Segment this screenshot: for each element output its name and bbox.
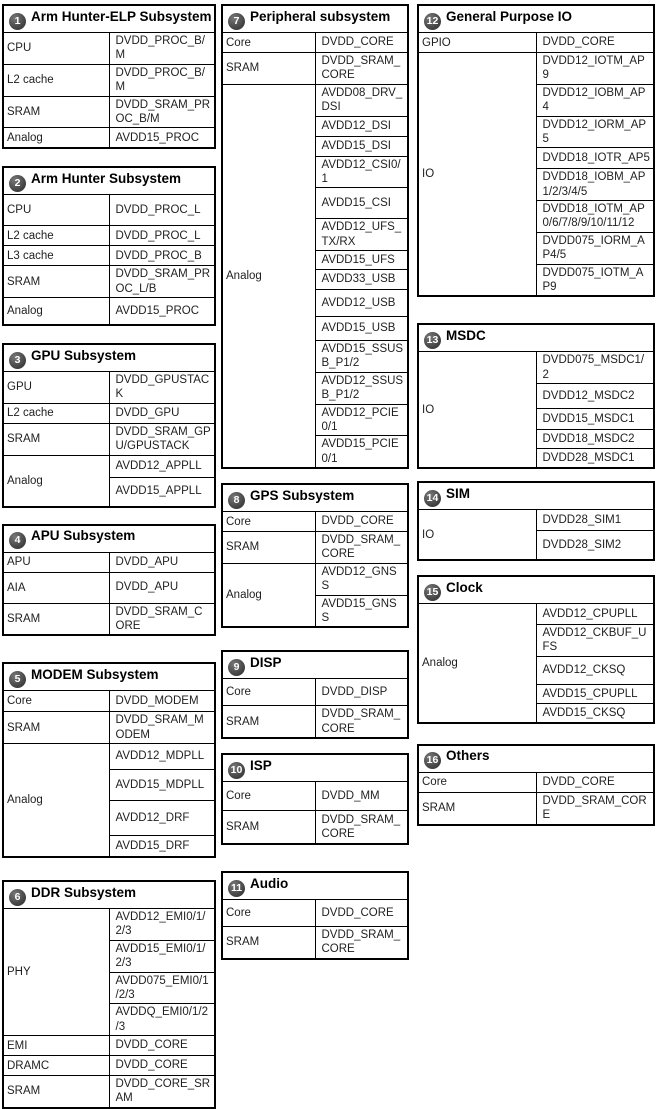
power-rail-cell: DVDD_SRAM_CORE <box>536 792 654 824</box>
power-rail-cell: AVDD15_CSI <box>315 188 408 219</box>
power-rail-cell: DVDD_PROC_B/M <box>109 64 215 96</box>
component-label-cell: Core <box>3 691 109 712</box>
power-rail-cell: DVDD_CORE <box>109 1056 215 1076</box>
power-rail-cell: DVDD_MM <box>315 782 408 811</box>
component-label-cell: SRAM <box>3 1076 109 1108</box>
section-header-row <box>222 754 408 782</box>
subsystem-table-11 <box>221 871 409 960</box>
power-rail-cell: AVDD12_SSUSB_P1/2 <box>315 372 408 404</box>
section-header-cell <box>222 5 408 33</box>
section-header-row <box>418 5 654 33</box>
component-label-cell: Core <box>222 900 315 927</box>
table-row <box>3 33 215 65</box>
table-row <box>3 744 215 770</box>
power-rail-cell: AVDD15_USB <box>315 317 408 341</box>
component-label-cell: SRAM <box>222 532 315 564</box>
table-row <box>222 84 408 116</box>
power-rail-cell: AVDD08_DRV_DSI <box>315 84 408 116</box>
section-title: General Purpose IO <box>446 8 573 24</box>
table-row <box>3 455 215 477</box>
table-row <box>3 96 215 128</box>
subsystem-table-5 <box>2 662 216 858</box>
power-rail-cell: AVDD12_CSI0/1 <box>315 156 408 188</box>
component-label-cell: SRAM <box>3 266 109 298</box>
power-rail-cell: DVDD_SRAM_GPU/GPUSTACK <box>109 423 215 455</box>
power-rail-cell: DVDD075_IOTM_AP9 <box>536 264 654 296</box>
table-row <box>222 512 408 532</box>
power-rail-cell: DVDD18_IOBM_AP1/2/3/4/5 <box>536 169 654 201</box>
subsystem-table-12 <box>417 4 655 297</box>
power-rail-cell: DVDD_SRAM_CORE <box>315 811 408 845</box>
table-row <box>3 572 215 603</box>
component-label-cell: Core <box>418 772 536 792</box>
section-header-row <box>3 663 215 691</box>
power-rail-cell: AVDD15_CKSQ <box>536 703 654 723</box>
section-header-row <box>222 872 408 900</box>
power-rail-cell: AVDD15_PCIE0/1 <box>315 436 408 468</box>
component-label-cell: Analog <box>3 128 109 149</box>
component-label-cell: Core <box>222 33 315 53</box>
power-rail-cell: DVDD_SRAM_CORE <box>315 927 408 959</box>
section-number-badge: 8 <box>228 492 245 509</box>
power-rail-cell: AVDD12_CKBUF_UFS <box>536 625 654 657</box>
component-label-cell: IO <box>418 53 536 297</box>
component-label-cell: Analog <box>418 604 536 723</box>
subsystem-table-9 <box>221 650 409 739</box>
table-row <box>418 53 654 85</box>
power-rail-cell: AVDD15_UFS <box>315 251 408 270</box>
subsystem-table-4 <box>2 524 216 637</box>
power-rail-cell: AVDD15_CPUPLL <box>536 684 654 703</box>
component-label-cell: Analog <box>222 563 315 627</box>
component-label-cell: Analog <box>222 84 315 468</box>
power-rail-cell: DVDD_GPU <box>109 403 215 423</box>
table-row <box>222 532 408 564</box>
component-label-cell: L2 cache <box>3 403 109 423</box>
power-rail-cell: DVDD12_MSDC2 <box>536 384 654 409</box>
power-rail-cell: DVDD_APU <box>109 572 215 603</box>
section-header-row <box>3 525 215 553</box>
power-rail-cell: DVDD075_IORM_AP4/5 <box>536 232 654 264</box>
power-rail-cell: AVDD15_PROC <box>109 128 215 149</box>
subsystem-table-16 <box>417 744 655 826</box>
section-header-row <box>3 344 215 372</box>
component-label-cell: SRAM <box>222 53 315 85</box>
table-row <box>418 604 654 625</box>
subsystem-table-15 <box>417 575 655 724</box>
power-rail-cell: AVDD15_SSUSB_P1/2 <box>315 341 408 373</box>
power-rail-cell: DVDD18_IOTR_AP5 <box>536 148 654 169</box>
table-row <box>418 792 654 824</box>
section-title: DISP <box>250 654 282 670</box>
power-rail-cell: DVDD_CORE <box>315 900 408 927</box>
power-rail-cell: DVDD_PROC_L <box>109 226 215 246</box>
component-label-cell: SRAM <box>418 792 536 824</box>
table-row <box>222 33 408 53</box>
power-rail-cell: DVDD_CORE <box>536 33 654 53</box>
section-header-row <box>418 324 654 352</box>
section-header-cell <box>418 745 654 773</box>
section-header-row <box>418 745 654 773</box>
power-rail-cell: DVDD_CORE <box>536 772 654 792</box>
power-rail-cell: DVDD_CORE <box>315 512 408 532</box>
section-number-badge: 2 <box>9 175 26 192</box>
power-rail-cell: DVDD12_IOTM_AP9 <box>536 53 654 85</box>
power-rail-cell: AVDD33_USB <box>315 270 408 290</box>
section-title: ISP <box>250 757 272 773</box>
power-rail-cell: DVDD_CORE <box>315 33 408 53</box>
section-header-cell <box>418 482 654 510</box>
power-rail-cell: DVDD_SRAM_CORE <box>315 53 408 85</box>
power-rail-cell: AVDD12_DRF <box>109 801 215 836</box>
section-title: Audio <box>250 875 289 891</box>
power-rail-cell: DVDD12_IOBM_AP4 <box>536 84 654 116</box>
table-row <box>3 298 215 326</box>
section-number-badge: 13 <box>424 332 441 349</box>
section-number-badge: 3 <box>9 352 26 369</box>
component-label-cell: CPU <box>3 33 109 65</box>
section-header-cell <box>222 651 408 679</box>
section-number-badge: 11 <box>228 880 245 897</box>
table-row <box>3 1036 215 1056</box>
power-rail-cell: AVDD15_DSI <box>315 136 408 156</box>
power-rail-cell: DVDD15_MSDC1 <box>536 409 654 430</box>
table-row <box>222 900 408 927</box>
component-label-cell: APU <box>3 552 109 572</box>
component-label-cell: AIA <box>3 572 109 603</box>
power-rail-cell: DVDD_SRAM_CORE <box>315 706 408 738</box>
power-rail-cell: DVDD_GPUSTACK <box>109 372 215 404</box>
component-label-cell: SRAM <box>3 96 109 128</box>
power-rail-cell: AVDD075_EMI0/1/2/3 <box>109 972 215 1004</box>
section-title: Clock <box>446 579 483 595</box>
power-rail-cell: AVDD15_PROC <box>109 298 215 326</box>
power-rail-cell: DVDD_SRAM_MODEM <box>109 712 215 744</box>
section-header-row <box>3 5 215 33</box>
subsystem-table-10 <box>221 753 409 845</box>
table-row <box>222 53 408 85</box>
table-row <box>3 128 215 149</box>
component-label-cell: L2 cache <box>3 64 109 96</box>
section-header-cell <box>3 167 215 195</box>
component-label-cell: SRAM <box>3 423 109 455</box>
component-label-cell: IO <box>418 352 536 468</box>
table-row <box>3 909 215 941</box>
power-rail-cell: DVDD28_MSDC1 <box>536 449 654 469</box>
section-title: Peripheral subsystem <box>250 8 391 24</box>
section-header-row <box>3 881 215 909</box>
power-rail-cell: AVDD15_APPLL <box>109 477 215 507</box>
power-rail-cell: AVDD15_MDPLL <box>109 770 215 801</box>
table-row <box>3 712 215 744</box>
subsystem-table-7 <box>221 4 409 469</box>
power-rail-cell: DVDD28_SIM1 <box>536 510 654 531</box>
power-rail-cell: DVDD_CORE_SRAM <box>109 1076 215 1108</box>
power-rail-cell: DVDD_SRAM_PROC_B/M <box>109 96 215 128</box>
section-header-row <box>222 484 408 512</box>
table-row <box>3 246 215 266</box>
power-rail-cell: AVDD15_GNSS <box>315 595 408 627</box>
column-left <box>2 4 216 1109</box>
section-title: GPU Subsystem <box>31 347 137 363</box>
component-label-cell: SRAM <box>3 603 109 635</box>
section-number-badge: 9 <box>228 659 245 676</box>
table-row <box>3 552 215 572</box>
table-row <box>3 195 215 226</box>
section-title: SIM <box>446 485 471 501</box>
section-number-badge: 14 <box>424 490 441 507</box>
table-row <box>418 510 654 531</box>
subsystem-table-1 <box>2 4 216 149</box>
component-label-cell: Analog <box>3 744 109 858</box>
component-label-cell: GPU <box>3 372 109 404</box>
subsystem-table-8 <box>221 483 409 628</box>
power-rail-cell: AVDD12_APPLL <box>109 455 215 477</box>
table-row <box>222 927 408 959</box>
component-label-cell: IO <box>418 510 536 561</box>
power-rail-cell: AVDDQ_EMI0/1/2/3 <box>109 1004 215 1036</box>
component-label-cell: EMI <box>3 1036 109 1056</box>
table-row <box>3 226 215 246</box>
component-label-cell: SRAM <box>222 927 315 959</box>
subsystem-table-13 <box>417 323 655 469</box>
section-number-badge: 12 <box>424 13 441 30</box>
section-header-row <box>418 576 654 604</box>
component-label-cell: SRAM <box>3 712 109 744</box>
section-header-cell <box>3 344 215 372</box>
power-rail-cell: AVDD12_EMI0/1/2/3 <box>109 909 215 941</box>
power-rail-cell: DVDD18_IOTM_AP0/6/7/8/9/10/11/12 <box>536 201 654 233</box>
table-row <box>3 372 215 404</box>
component-label-cell: PHY <box>3 909 109 1036</box>
component-label-cell: Core <box>222 782 315 811</box>
section-title: APU Subsystem <box>31 528 136 543</box>
power-rail-cell: AVDD12_DSI <box>315 116 408 136</box>
section-title: GPS Subsystem <box>250 487 355 503</box>
section-header-cell <box>418 576 654 604</box>
section-number-badge: 4 <box>9 532 26 549</box>
section-number-badge: 6 <box>9 889 26 906</box>
component-label-cell: L2 cache <box>3 226 109 246</box>
component-label-cell: GPIO <box>418 33 536 53</box>
component-label-cell: Analog <box>3 298 109 326</box>
section-header-cell <box>222 872 408 900</box>
column-right <box>417 4 655 826</box>
subsystem-table-6 <box>2 880 216 1109</box>
component-label-cell: Core <box>222 512 315 532</box>
section-header-row <box>3 167 215 195</box>
power-rail-cell: AVDD12_CPUPLL <box>536 604 654 625</box>
power-rail-cell: AVDD12_UFS_TX/RX <box>315 219 408 251</box>
table-row <box>222 563 408 595</box>
section-title: Others <box>446 748 490 764</box>
section-title: DDR Subsystem <box>31 884 137 900</box>
table-row <box>3 691 215 712</box>
section-header-cell <box>418 5 654 33</box>
power-rail-cell: AVDD12_MDPLL <box>109 744 215 770</box>
section-header-cell <box>3 5 215 33</box>
table-row <box>222 811 408 845</box>
section-number-badge: 7 <box>228 13 245 30</box>
column-middle <box>221 4 409 960</box>
table-row <box>3 266 215 298</box>
power-rail-cell: AVDD12_GNSS <box>315 563 408 595</box>
section-header-cell <box>3 881 215 909</box>
table-row <box>3 423 215 455</box>
power-rail-cell: DVDD_PROC_B/M <box>109 33 215 65</box>
power-rail-cell: DVDD_DISP <box>315 679 408 706</box>
section-number-badge: 1 <box>9 13 26 30</box>
power-rail-cell: DVDD_MODEM <box>109 691 215 712</box>
component-label-cell: SRAM <box>222 706 315 738</box>
section-number-badge: 10 <box>228 762 245 779</box>
section-header-cell <box>222 754 408 782</box>
table-row <box>418 772 654 792</box>
table-row <box>3 64 215 96</box>
power-rail-cell: AVDD12_USB <box>315 290 408 317</box>
table-row <box>3 1056 215 1076</box>
section-header-row <box>222 5 408 33</box>
section-number-badge: 16 <box>424 752 441 769</box>
power-rail-cell: DVDD_PROC_L <box>109 195 215 226</box>
subsystem-table-14 <box>417 481 655 561</box>
subsystem-table-3 <box>2 343 216 508</box>
power-rail-cell: AVDD15_EMI0/1/2/3 <box>109 940 215 972</box>
power-rail-cell: DVDD075_MSDC1/2 <box>536 352 654 384</box>
section-number-badge: 5 <box>9 671 26 688</box>
section-header-cell <box>418 324 654 352</box>
power-rail-cell: DVDD_APU <box>109 552 215 572</box>
component-label-cell: DRAMC <box>3 1056 109 1076</box>
section-title: Arm Hunter Subsystem <box>31 170 182 186</box>
table-row <box>418 33 654 53</box>
table-row <box>3 603 215 635</box>
section-header-row <box>418 482 654 510</box>
section-header-row <box>222 651 408 679</box>
section-header-cell <box>222 484 408 512</box>
component-label-cell: SRAM <box>222 811 315 845</box>
section-title: MSDC <box>446 327 486 343</box>
table-row <box>222 782 408 811</box>
table-row <box>418 352 654 384</box>
power-rail-cell: DVDD18_MSDC2 <box>536 430 654 449</box>
power-rail-cell: DVDD_SRAM_PROC_L/B <box>109 266 215 298</box>
power-rail-cell: DVDD12_IORM_AP5 <box>536 116 654 148</box>
component-label-cell: L3 cache <box>3 246 109 266</box>
power-rail-cell: AVDD12_CKSQ <box>536 656 654 684</box>
subsystem-table-2 <box>2 166 216 326</box>
table-row <box>222 706 408 738</box>
power-rail-cell: DVDD_SRAM_CORE <box>315 532 408 564</box>
component-label-cell: CPU <box>3 195 109 226</box>
power-rail-cell: DVDD28_SIM2 <box>536 531 654 561</box>
section-number-badge: 15 <box>424 584 441 601</box>
power-rail-cell: AVDD15_DRF <box>109 836 215 858</box>
component-label-cell: Analog <box>3 455 109 507</box>
section-title: Arm Hunter-ELP Subsystem <box>31 8 212 24</box>
component-label-cell: Core <box>222 679 315 706</box>
section-header-cell <box>3 525 215 553</box>
section-title: MODEM Subsystem <box>31 666 159 682</box>
power-rail-cell: DVDD_CORE <box>109 1036 215 1056</box>
table-row <box>3 403 215 423</box>
power-rail-cell: DVDD_PROC_B <box>109 246 215 266</box>
table-row <box>3 1076 215 1108</box>
power-rail-cell: AVDD12_PCIE0/1 <box>315 404 408 436</box>
section-header-cell <box>3 663 215 691</box>
power-rail-cell: DVDD_SRAM_CORE <box>109 603 215 635</box>
table-row <box>222 679 408 706</box>
